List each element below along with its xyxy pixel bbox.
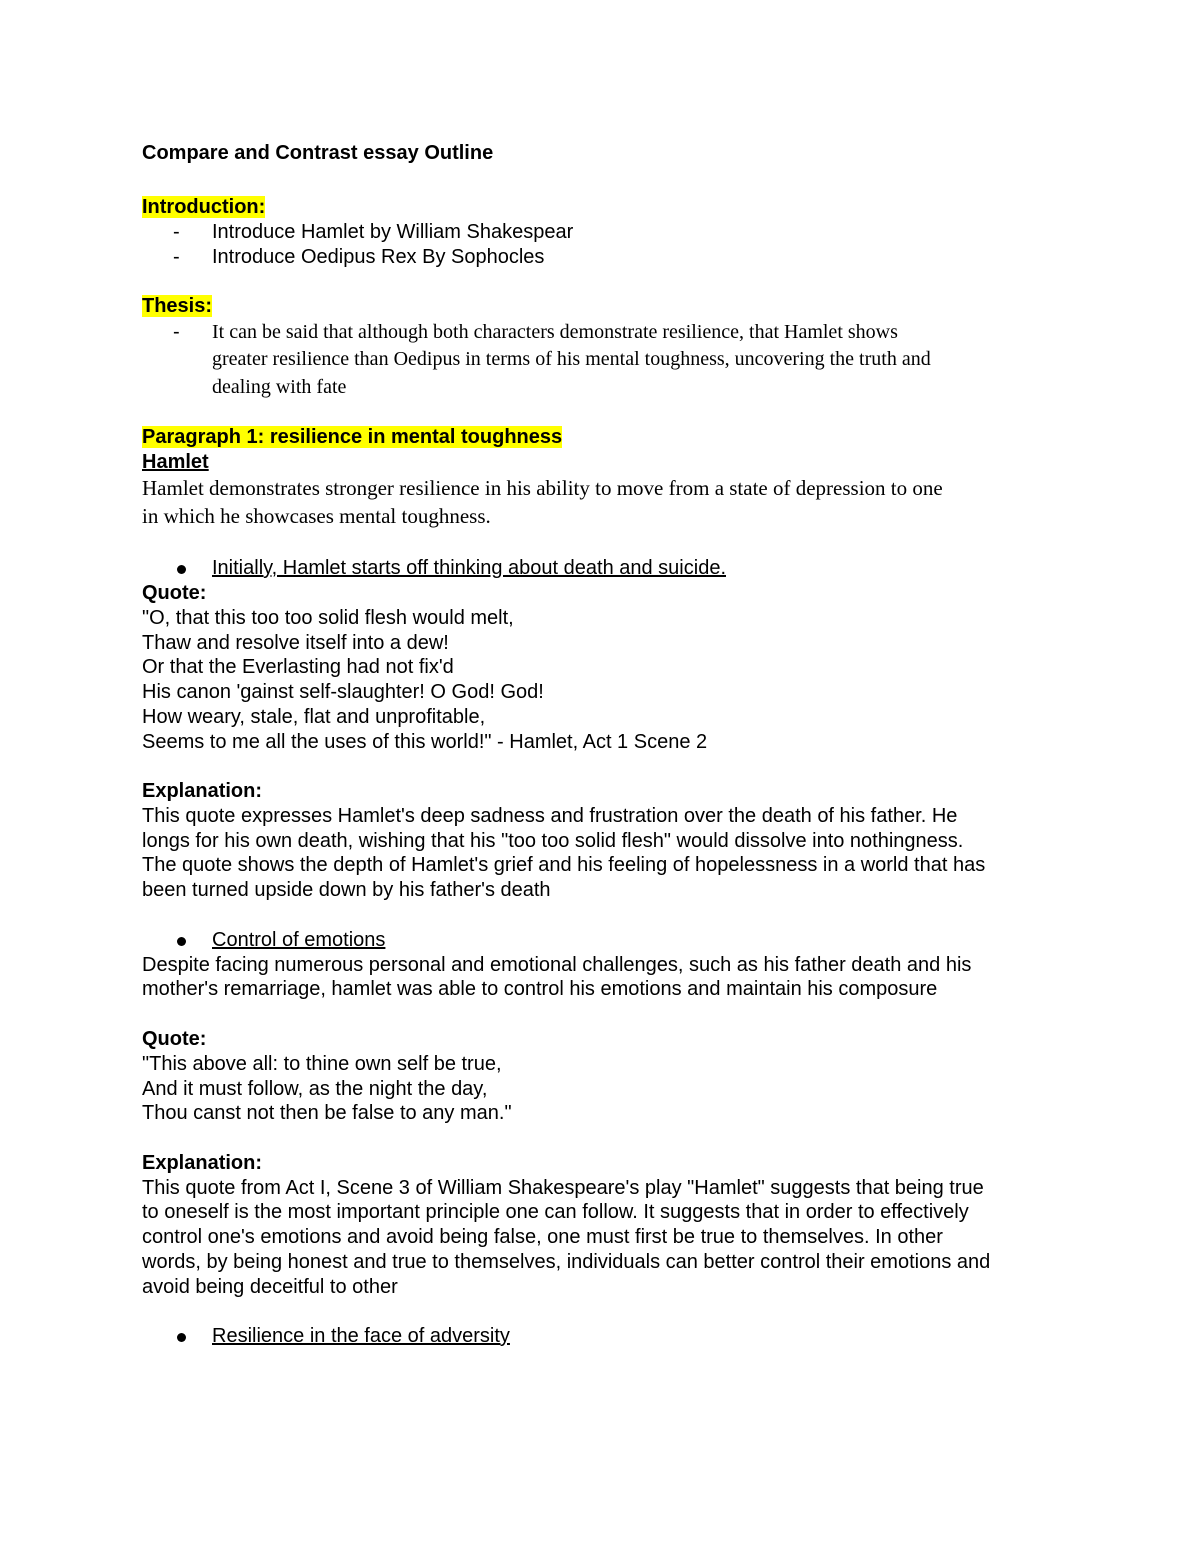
point2-line: Despite facing numerous personal and emotional challenges, such as his father death and his — [142, 954, 972, 976]
explanation-line: longs for his own death, wishing that his "too too solid flesh" would dissolve into nothingness. — [142, 830, 964, 852]
explanation-line: This quote expresses Hamlet's deep sadness and frustration over the death of his father. He — [142, 805, 958, 827]
introduction-heading-text: Introduction: — [142, 196, 266, 218]
dash-marker: - — [173, 321, 180, 343]
bullet-icon — [177, 1333, 186, 1342]
paragraph1-heading — [142, 425, 562, 450]
point-control-of-emotions: Control of emotions — [212, 929, 386, 951]
explanation-line: been turned upside down by his father's death — [142, 879, 551, 901]
explanation-line: control one's emotions and avoid being false, one must first be true to themselves. In other — [142, 1226, 943, 1248]
quote-label: Quote: — [142, 1028, 207, 1050]
quote-line: "O, that this too too solid flesh would melt, — [142, 607, 514, 629]
dash-marker: - — [173, 221, 180, 243]
explanation-line: words, by being honest and true to themselves, individuals can better control their emotions and — [142, 1251, 991, 1273]
point-initially: Initially, Hamlet starts off thinking about death and suicide. — [212, 557, 726, 579]
quote-line: Thou canst not then be false to any man." — [142, 1102, 512, 1124]
thesis-line: It can be said that although both characters demonstrate resilience, that Hamlet shows — [212, 321, 898, 343]
quote-line: "This above all: to thine own self be true, — [142, 1053, 502, 1075]
paragraph1-heading-text: Paragraph 1: resilience in mental toughness — [142, 426, 563, 448]
paragraph1-intro-line: Hamlet demonstrates stronger resilience in his ability to move from a state of depression to one — [142, 476, 943, 500]
explanation-line: This quote from Act I, Scene 3 of William Shakespeare's play "Hamlet" suggests that being true — [142, 1177, 984, 1199]
hamlet-subheading: Hamlet — [142, 451, 209, 473]
explanation-label: Explanation: — [142, 1152, 263, 1174]
quote-line: His canon 'gainst self-slaughter! O God! God! — [142, 681, 544, 703]
explanation-line: The quote shows the depth of Hamlet's grief and his feeling of hopelessness in a world that has — [142, 854, 986, 876]
point2-line: mother's remarriage, hamlet was able to control his emotions and maintain his composure — [142, 978, 938, 1000]
thesis-heading — [142, 294, 212, 319]
quote-label: Quote: — [142, 582, 207, 604]
explanation-line: avoid being deceitful to other — [142, 1276, 398, 1298]
quote-line: Seems to me all the uses of this world!" - Hamlet, Act 1 Scene 2 — [142, 731, 708, 753]
thesis-line: greater resilience than Oedipus in terms of his mental toughness, uncovering the truth and — [212, 348, 931, 370]
bullet-icon — [177, 937, 186, 946]
quote-line: Or that the Everlasting had not fix'd — [142, 656, 454, 678]
introduction-item: Introduce Oedipus Rex By Sophocles — [212, 246, 545, 268]
quote-line: How weary, stale, flat and unprofitable, — [142, 706, 486, 728]
thesis-line: dealing with fate — [212, 376, 347, 398]
thesis-heading-text: Thesis: — [142, 295, 213, 317]
explanation-line: to oneself is the most important principle one can follow. It suggests that in order to effectively — [142, 1201, 969, 1223]
introduction-heading — [142, 195, 265, 220]
paragraph1-intro-line: in which he showcases mental toughness. — [142, 504, 491, 528]
quote-line: And it must follow, as the night the day, — [142, 1078, 488, 1100]
quote-line: Thaw and resolve itself into a dew! — [142, 632, 449, 654]
explanation-label: Explanation: — [142, 780, 263, 802]
introduction-item: Introduce Hamlet by William Shakespear — [212, 221, 574, 243]
document-title: Compare and Contrast essay Outline — [142, 142, 494, 164]
point-resilience-adversity: Resilience in the face of adversity — [212, 1325, 510, 1347]
dash-marker: - — [173, 246, 180, 268]
bullet-icon — [177, 565, 186, 574]
